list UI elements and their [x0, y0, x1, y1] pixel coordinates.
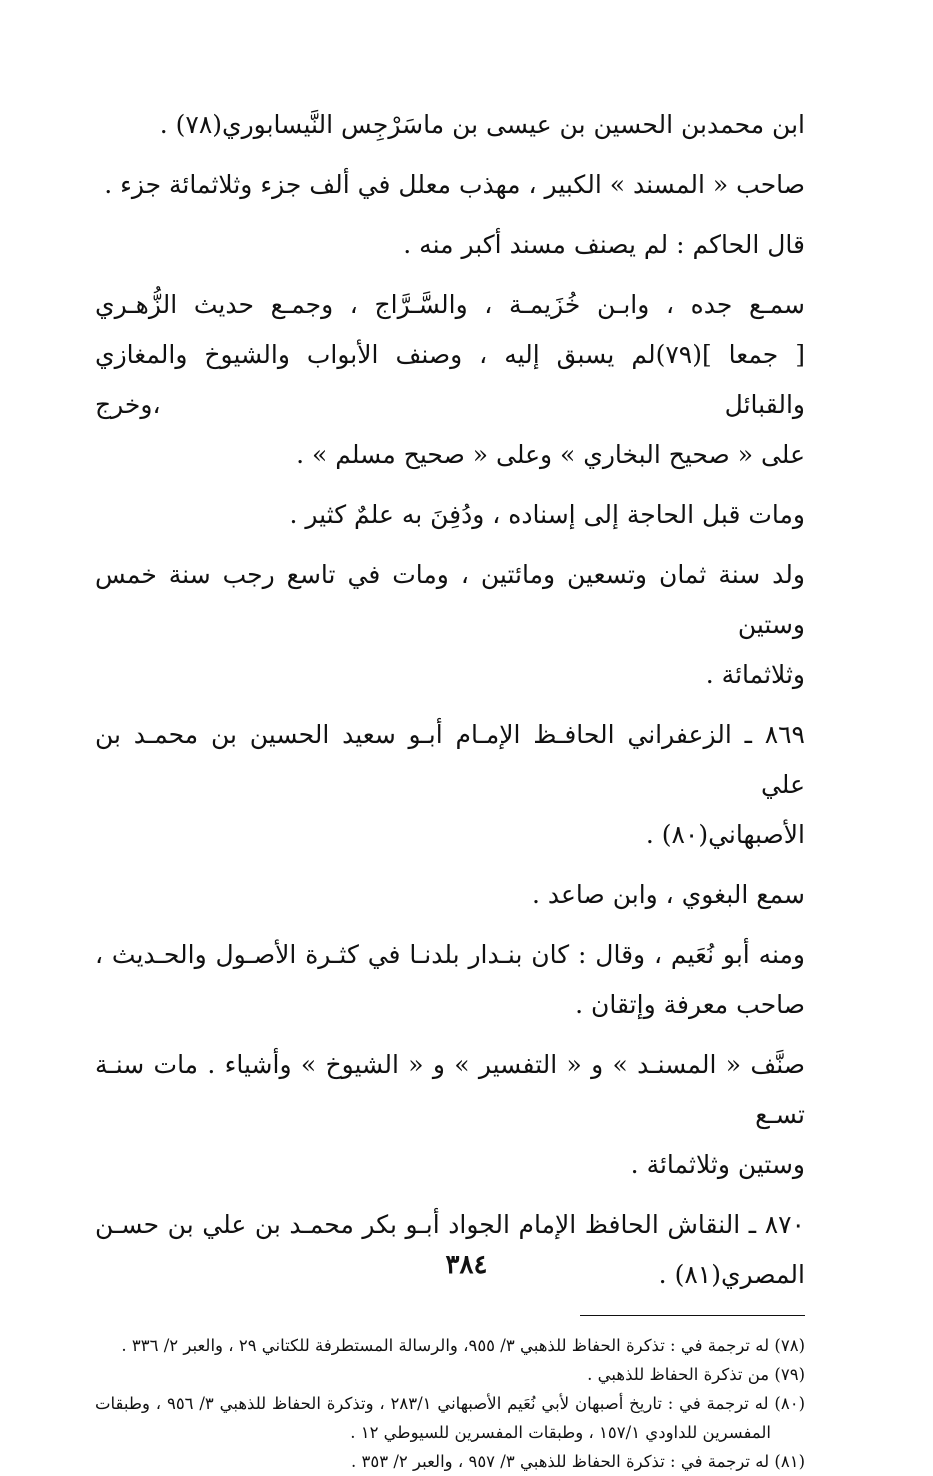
footnote: [95, 1389, 805, 1447]
paragraph: [95, 930, 805, 1030]
paragraph: [95, 710, 805, 860]
text-line: صاحب معرفة وإتقان .: [575, 990, 805, 1019]
text-line: على « صحيح البخاري » وعلى « صحيح مسلم » .: [296, 440, 805, 469]
footnote-separator: [580, 1315, 805, 1316]
text-line: ومات قبل الحاجة إلى إسناده ، ودُفِنَ به علمٌ كثير .: [289, 500, 805, 529]
text-line: سمـع جده ، وابـن خُزَيمـة ، والسَّـرَّاج ، وجمـع حديث الزُّهـري: [95, 290, 805, 319]
page-number: ٣٨٤: [445, 1250, 488, 1280]
paragraph: [95, 220, 805, 270]
paragraph: [95, 870, 805, 920]
footnote-line: (٨١) له ترجمة في : تذكرة الحفاظ للذهبي ٣/ ٩٥٧ ، والعبر ٢/ ٣٥٣ .: [350, 1452, 805, 1471]
footnote: [95, 1447, 805, 1476]
text-line: وستين وثلاثمائة .: [630, 1150, 805, 1179]
text-line: الأصبهاني(٨٠) .: [645, 820, 805, 849]
footnote-line: (٨٠) له ترجمة في : تاريخ أصبهان لأبي نُعَيم الأصبهاني ٢٨٣/١ ، وتذكرة الحفاظ للذهبي ٣/ ٩٥٦ ، وطبقات: [95, 1394, 805, 1413]
text-line: ٨٦٩ ـ الزعفراني الحافـظ الإمـام أبـو سعيد الحسين بن محمـد بن علي: [95, 720, 805, 799]
footnote-line: المفسرين للداودي ١٥٧/١ ، وطبقات المفسرين للسيوطي ١٢ .: [350, 1423, 771, 1442]
text-line: ابن محمدبن الحسين بن عيسى بن ماسَرْجِس النَّيسابوري(٧٨) .: [159, 110, 805, 139]
footnote: [95, 1331, 805, 1360]
main-text: [95, 100, 805, 1300]
text-line: المصري(٨١) .: [658, 1260, 805, 1289]
paragraph: [95, 280, 805, 480]
text-line: سمع البغوي ، وابن صاعد .: [532, 880, 805, 909]
footnote-line: (٧٨) له ترجمة في : تذكرة الحفاظ للذهبي ٣/ ٩٥٥، والرسالة المستطرفة للكتاني ٢٩ ، والعبر ٢/ ٣٣٦ .: [121, 1336, 805, 1355]
text-line: ٨٧٠ ـ النقاش الحافظ الإمام الجواد أبـو بكر محمـد بن علي بن حسـن: [95, 1210, 805, 1239]
footnotes: [95, 1331, 805, 1476]
text-line: صاحب « المسند » الكبير ، مهذب معلل في ألف جزء وثلاثمائة جزء .: [104, 170, 805, 199]
text-line: وثلاثمائة .: [705, 660, 805, 689]
paragraph: [95, 1040, 805, 1190]
paragraph: [95, 550, 805, 700]
paragraph: [95, 490, 805, 540]
text-line: [ جمعا ](٧٩)لم يسبق إليه ، وصنف الأبواب والشيوخ والمغازي والقبائل ،وخرج: [95, 340, 805, 419]
text-line: صنَّف « المسنـد » و « التفسير » و « الشيوخ » وأشياء . مات سنـة تسـع: [95, 1050, 805, 1129]
paragraph: [95, 160, 805, 210]
text-line: قال الحاكم : لم يصنف مسند أكبر منه .: [403, 230, 805, 259]
paragraph: [95, 100, 805, 150]
footnote-line: (٧٩) من تذكرة الحفاظ للذهبي .: [587, 1365, 805, 1384]
text-line: ولد سنة ثمان وتسعين ومائتين ، ومات في تاسع رجب سنة خمس وستين: [95, 560, 805, 639]
text-line: ومنه أبو نُعَيم ، وقال : كان بنـدار بلدنـا في كثـرة الأصـول والحـديث ،: [95, 940, 805, 969]
